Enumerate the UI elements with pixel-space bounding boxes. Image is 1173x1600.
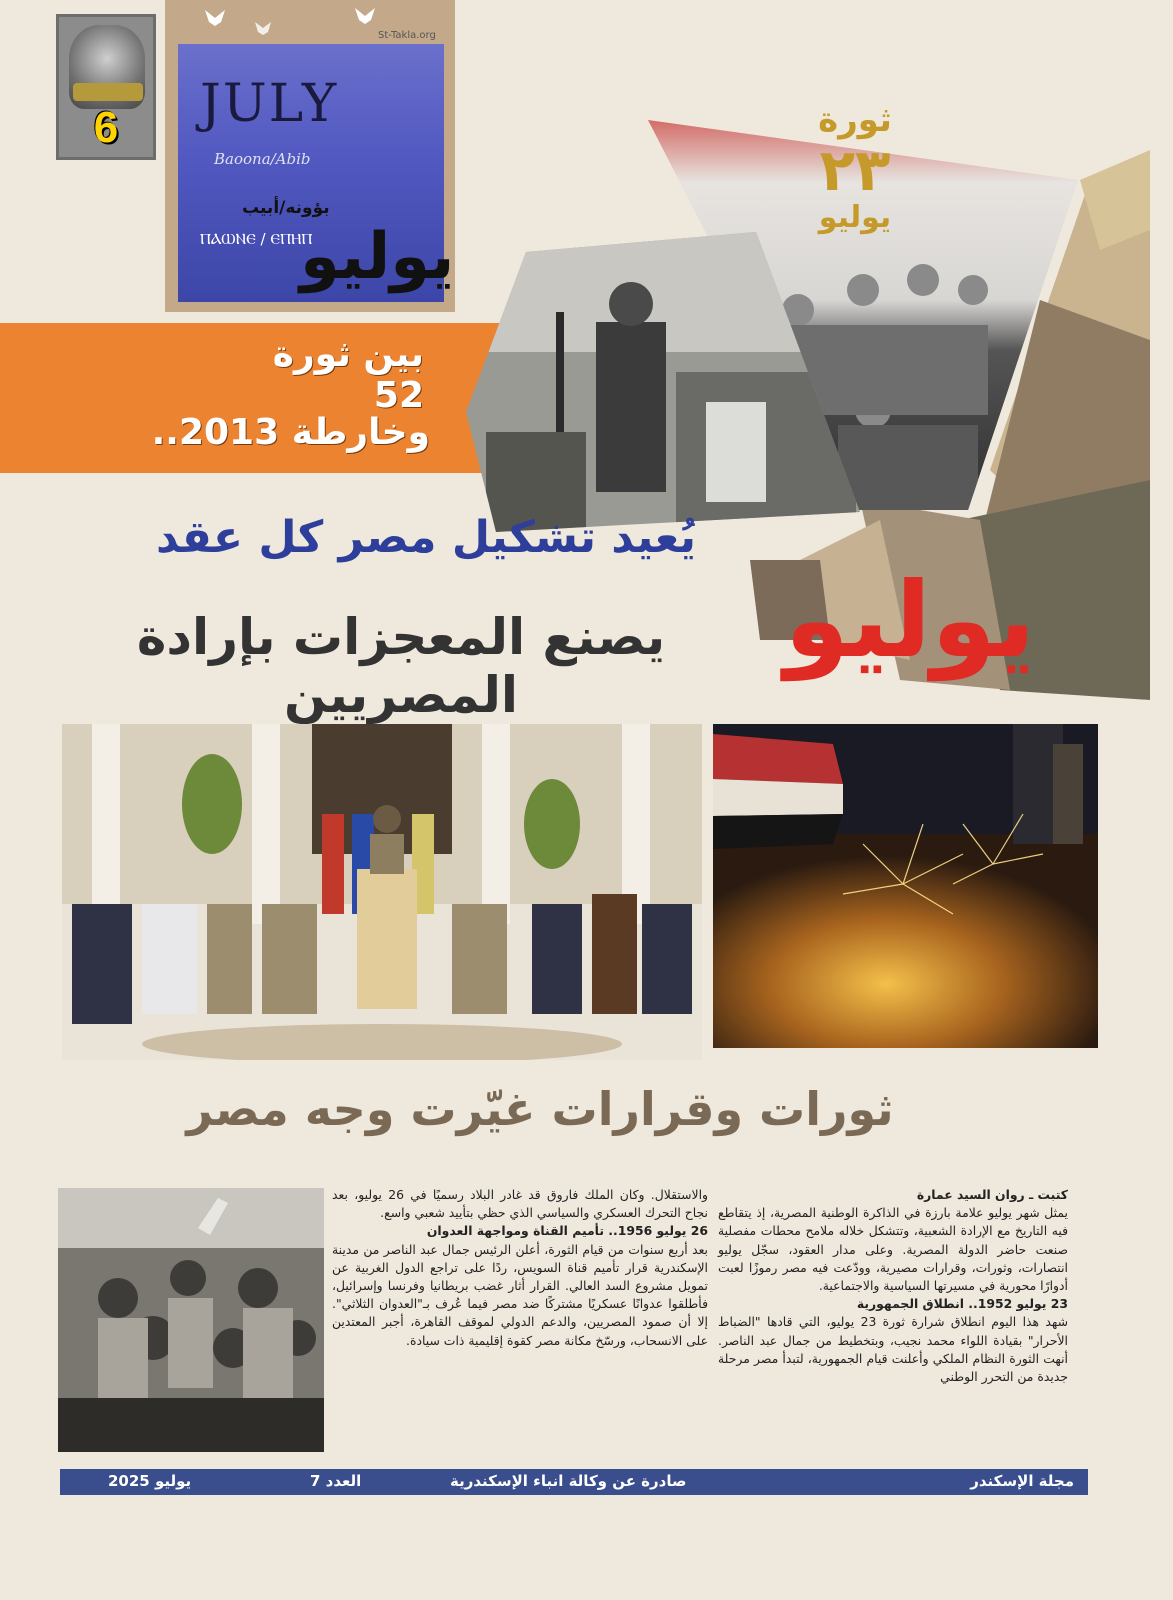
footer-bar	[60, 1469, 1088, 1495]
stamp-watermark: St-Takla.org	[378, 30, 436, 41]
nasser-speech-photo	[466, 232, 860, 532]
badge-gold-plate	[73, 83, 143, 101]
article-column-middle	[332, 1186, 708, 1350]
stamp-month-arabic: يوليو	[300, 220, 455, 294]
issue-number: 6	[93, 103, 119, 152]
footer-date: يوليو 2025	[108, 1472, 192, 1490]
stamp-coptic-month-arabic: بؤونه/أبيب	[242, 198, 330, 218]
article-paragraph-1956: بعد أربع سنوات من قيام الثورة، أعلن الرئيس جمال عبد الناصر من مدينة الإسكندرية قرار تأميم قناة السويس، ردًا على تراجع الدول الغربية عن تمويل مشروع السد العالي. القرار أثار غضب بريطانيا وفرنسا وإسرائيل، فأطلقوا عدوانًا عسكريًا مشتركًا ضد مصر فيما عُرف بـ"العدوان الثلاثي". إلا أن صمود المصريين، والدعم الدولي لموقف القاهرة، أجبر المعتدين على الانسحاب، ورسّخ مكانة مصر كقوة إقليمية ذات سيادة.	[332, 1241, 708, 1348]
headline-dark: يصنع المعجزات بإرادة المصريين	[136, 608, 666, 724]
section-title: ثورات وقرارات غيّرت وجه مصر	[186, 1082, 894, 1136]
headline-blue: يُعيد تشكيل مصر كل عقد	[155, 512, 697, 563]
article-paragraph-1952: شهد هذا اليوم انطلاق شرارة ثورة 23 يوليو، التي قادها "الضباط الأحرار" بقيادة اللواء محمد نجيب، وبتخطيط من جمال عبد الناصر. أنهت الثورة النظام الملكي وأعلنت قيام الجمهورية، لتبدأ مصر مرحلة جديدة من التحرر الوطني	[718, 1314, 1068, 1385]
banner-line-1: بين ثورة 52	[272, 334, 424, 416]
article-subheading-1956: 26 يوليو 1956.. تأميم القناة ومواجهة العدوان	[426, 1223, 708, 1239]
revolution-month: يوليو	[818, 200, 892, 235]
stamp-coptic-month-latin: Baoona/Abib	[214, 150, 311, 168]
stamp-coptic-script: ⲠⲀⲰⲚⲈ / ⲈⲠⲎⲠ	[200, 230, 313, 248]
stamp-month-english: JULY	[200, 74, 339, 134]
article-paragraph-1952-cont: والاستقلال. وكان الملك فاروق قد غادر البلاد رسميًا في 26 يوليو، بعد نجاح التحرك العسكري والسياسي الذي حظي بتأييد شعبي واسع.	[332, 1187, 708, 1221]
celebration-crowd-photo	[713, 724, 1098, 1048]
footer-magazine-name: مجلة الإسكندر	[970, 1472, 1074, 1490]
headline-july-red: يوليو	[784, 559, 1036, 681]
revolution-label: ثورة	[818, 100, 892, 140]
banner-line-2: وخارطة 2013..	[151, 412, 430, 453]
ceremony-photo	[62, 724, 702, 1060]
issue-badge	[56, 14, 156, 160]
footer-publisher: صادرة عن وكالة انباء الإسكندرية	[450, 1472, 687, 1490]
revolution-parade-photo	[58, 1188, 324, 1452]
article-byline: كتبت ـ روان السيد عمارة	[916, 1187, 1068, 1202]
article-column-right	[718, 1186, 1068, 1386]
article-subheading-1952: 23 يوليو 1952.. انطلاق الجمهورية	[856, 1296, 1068, 1312]
revolution-number: ٢٣	[819, 136, 891, 204]
article-intro: يمثل شهر يوليو علامة بارزة في الذاكرة الوطنية المصرية، إذ يتقاطع فيه التاريخ مع الإرادة الشعبية، وتتشكل خلاله ملامح محطات مفصلية صنعت حاضر الدولة المصرية. وعلى مدار العقود، سجّل يوليو انتصارات، وثورات، وقرارات مصيرية، وودّعت فيه مصر رموزًا لعبت أدوارًا محورية في مسيرتها السياسية والاجتماعية.	[718, 1205, 1068, 1294]
footer-issue: العدد 7	[310, 1472, 362, 1490]
revolution-23-badge	[780, 100, 930, 235]
